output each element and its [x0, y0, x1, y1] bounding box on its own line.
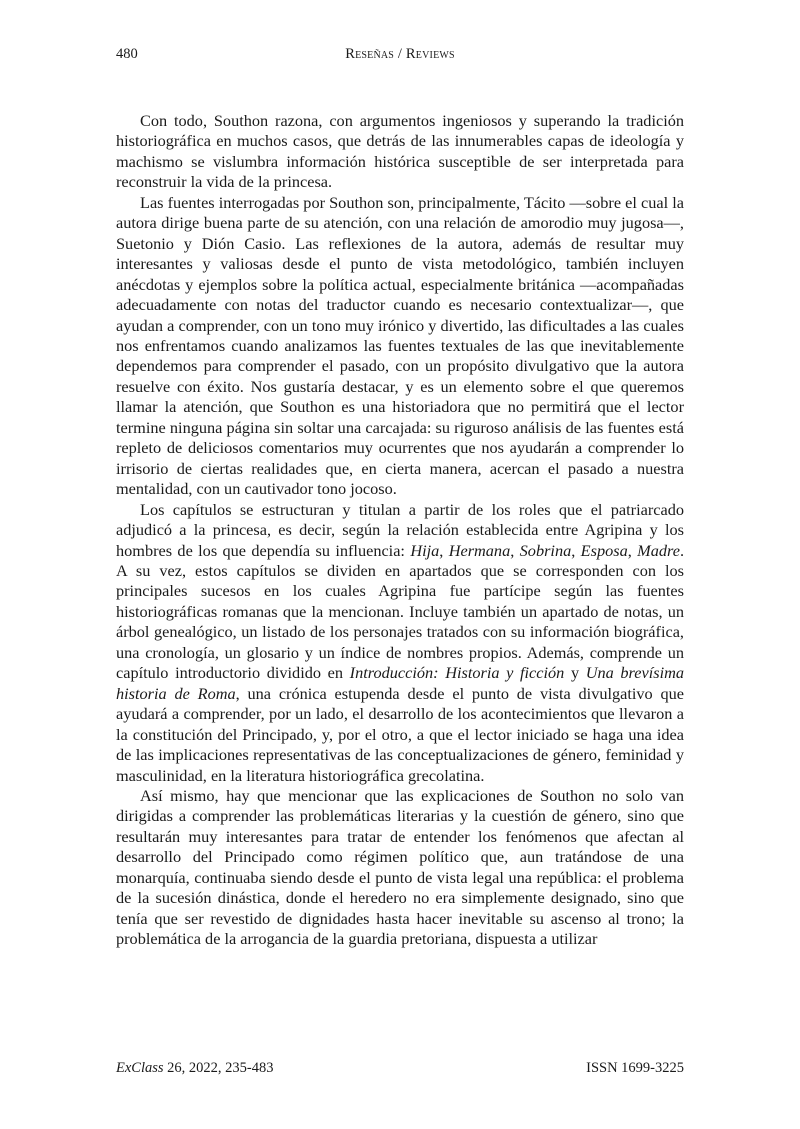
role-sobrina: Sobrina: [519, 540, 572, 560]
page-header: [116, 46, 684, 66]
paragraph-1: Con todo, Southon razona, con argumentos ingeniosos y superando la tradición historiográfica en muchos casos, que detrás de las innumerables capas de ideología y machismo se vislumbra información histórica susceptible de ser interpretada para reconstruir la vida de la princesa.: [116, 111, 684, 192]
role-hermana: Hermana: [448, 540, 511, 560]
separator: ,: [439, 540, 449, 560]
paragraph-3-text-d: , una crónica estupenda desde el punto de vista divulgativo que ayudará a comprender, por un lado, el desarrollo de los acontecimientos que llevaron a la constitución del Principado, y, por el otro, a que el lector iniciado se haga una idea de las implicaciones representativas de las conceptualizaciones de género, feminidad y masculinidad, en la literatura historiográfica grecolatina.: [116, 683, 685, 785]
paragraph-3-text-a: Los capítulos se estructuran y titulan a partir de los roles que el patriarcado adjudicó a la princesa, es decir, según la relación establecida entre Agripina y los hombres de los que dependía su influencia:: [116, 499, 684, 560]
intro-chapter-title-2: Una brevísima historia de Roma: [116, 663, 685, 703]
paragraph-3: [116, 500, 684, 786]
separator: ,: [571, 540, 581, 560]
separator: ,: [627, 540, 638, 560]
intro-chapter-title-1: Introducción: Historia y ficción: [349, 663, 565, 683]
role-madre: Madre: [637, 540, 680, 560]
review-body: [116, 111, 684, 950]
issn: ISSN 1699-3225: [586, 1060, 684, 1076]
journal-citation: [116, 1060, 274, 1077]
journal-details: 26, 2022, 235-483: [163, 1060, 274, 1076]
journal-name: ExClass: [116, 1060, 164, 1076]
role-hija: Hija: [410, 540, 440, 560]
page-number: 480: [116, 46, 138, 62]
paragraph-4: Así mismo, hay que mencionar que las explicaciones de Southon no solo van dirigidas a comprender las problemáticas literarias y la cuestión de género, sino que resultarán muy interesantes para tratar de entender los fenómenos que afectan al desarrollo del Principado como régimen político que, aun tratándose de una monarquía, continuaba siendo desde el punto de vista legal una república: el problema de la sucesión dinástica, donde el heredero no era simplemente designado, sino que tenía que ser revestido de dignidades hasta hacer inevitable su ascenso al trono; la problemática de la arrogancia de la guardia pretoriana, dispuesta a utilizar: [116, 785, 684, 949]
running-head: Reseñas / Reviews: [345, 46, 455, 62]
paragraph-3-text-c: y: [564, 663, 586, 683]
separator: ,: [510, 540, 520, 560]
role-esposa: Esposa: [580, 540, 628, 560]
page-footer: [116, 1060, 684, 1080]
paragraph-3-text-b: . A su vez, estos capítulos se dividen en apartados que se corresponden con los principales sucesos en los cuales Agripina fue partícipe según las fuentes historiográficas romanas que la mencionan. Incluye también un apartado de notas, un árbol genealógico, un listado de los personajes tratados con su información biográfica, una cronología, un glosario y un índice de nombres propios. Además, comprende un capítulo introductorio dividido en: [116, 540, 685, 683]
paragraph-2: Las fuentes interrogadas por Southon son, principalmente, Tácito —sobre el cual la autora dirige buena parte de su atención, con una relación de amorodio muy jugosa—, Suetonio y Dión Casio. Las reflexiones de la autora, además de resultar muy interesantes y valiosas desde el punto de vista metodológico, también incluyen anécdotas y ejemplos sobre la política actual, especialmente británica —acompañadas adecuadamente con notas del traductor cuando es necesario contextualizar—, que ayudan a comprender, con un tono muy irónico y divertido, las dificultades a las cuales nos enfrentamos cuando analizamos las fuentes textuales de las que inevitablemente dependemos para comprender el pasado, con un propósito divulgativo que la autora resuelve con éxito. Nos gustaría destacar, y es un elemento sobre el que queremos llamar la atención, que Southon es una historiadora que no permitirá que el lector termine ninguna página sin soltar una carcajada: su riguroso análisis de las fuentes está repleto de deliciosos comentarios muy ocurrentes que nos ayudarán a comprender lo irrisorio de ciertas realidades que, en cierta manera, acercan el pasado a nuestra mentalidad, con un cautivador tono jocoso.: [116, 192, 684, 499]
